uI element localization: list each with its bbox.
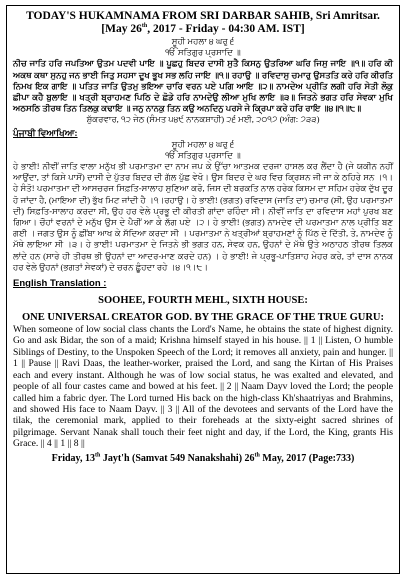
punjabi-explanation: ਹੇ ਭਾਈ! ਨੀਵੀਂ ਜਾਤਿ ਵਾਲਾ ਮਨੁੱਖ ਭੀ ਪਰਮਾਤਮਾ ਦਾ ਨਾਮ ਜਪ ਕੇ ਉੱਚਾ ਆਤਮਕ ਦਰਜਾ ਹਾਸਲ ਕਰ ਲੈਂਦਾ ਹੈ (ਜੇ ਯਕੀਨ ਨਹੀਂ ਆਉਂਦਾ, ਤਾਂ ਕਿਸੇ ਪਾਸੋਂ) ਦਾਸੀ ਦੇ ਪੁੱਤਰ ਬਿਦਰ ਦੀ ਗੱਲ ਪੁੱਛ ਵੇਖੋ। ਉਸ ਬਿਦਰ ਦੇ ਘਰ ਵਿਚ ਕ੍ਰਿਸ਼ਨ ਜੀ ਜਾ ਕੇ ਠਹਿਰੇ ਸਨ ।੧। ਹੇ ਸੰਤੋ! ਪਰਮਾਤਮਾ ਦੀ ਆਸਚਰਜ ਸਿਫ਼ਤਿ-ਸਾਲਾਹ ਸੁਣਿਆ ਕਰੋ, ਜਿਸ ਦੀ ਬਰਕਤਿ ਨਾਲ ਹਰੇਕ ਕਿਸਮ ਦਾ ਸਹਿਮ ਹਰੇਕ ਦੁੱਖ ਦੂਰ ਹੋ ਜਾਂਦਾ ਹੈ, (ਮਾਇਆ ਦੀ) ਭੁੱਖ ਮਿਟ ਜਾਂਦੀ ਹੈ ।੧।ਰਹਾਉ। ਹੇ ਭਾਈ! (ਭਗਤ) ਰਵਿਦਾਸ (ਜਾਤਿ ਦਾ) ਚਮਾਰ (ਸੀ, ਉਹ ਪਰਮਾਤਮਾ ਦੀ) ਸਿਫ਼ਤਿ-ਸਾਲਾਹ ਕਰਦਾ ਸੀ, ਉਹ ਹਰ ਵੇਲੇ ਪ੍ਰਭੂ ਦੀ ਕੀਰਤੀ ਗਾਂਦਾ ਰਹਿੰਦਾ ਸੀ। ਨੀਵੀਂ ਜਾਤਿ ਦਾ ਰਵਿਦਾਸ ਮਹਾਂ ਪੁਰਖ ਬਣ ਗਿਆ। ਚੌਹਾਂ ਵਰਨਾਂ ਦੇ ਮਨੁੱਖ ਉਸ ਦੇ ਪੈਰੀਂ ਆ ਕੇ ਲੱਗ ਪਏ ।੨। ਹੇ ਭਾਈ! (ਭਗਤ) ਨਾਮਦੇਵ ਦੀ ਪਰਮਾਤਮਾ ਨਾਲ ਪ੍ਰੀਤਿ ਬਣ ਗਈ । ਜਗਤ ਉਸ ਨੂੰ ਛੀਂਬਾ ਆਖ ਕੇ ਸੱਦਿਆ ਕਰਦਾ ਸੀ । ਪਰਮਾਤਮਾ ਨੇ ਖਤ੍ਰੀਆਂ ਬ੍ਰਾਹਮਣਾਂ ਨੂੰ ਪਿੱਠ ਦੇ ਦਿੱਤੀ, ਤੇ, ਨਾਮਦੇਵ ਨੂੰ ਮੱਥੇ ਲਾਇਆ ਸੀ ।੩। ਹੇ ਭਾਈ! ਪਰਮਾਤਮਾ ਦੇ ਜਿਤਨੇ ਭੀ ਭਗਤ ਹਨ, ਸੇਵਕ ਹਨ, ਉਹਨਾਂ ਦੇ ਮੱਥੇ ਉਤੇ ਅਠਾਹਠ ਤੀਰਥ ਤਿਲਕ ਲਾਂਦੇ ਹਨ (ਸਾਰੇ ਹੀ ਤੀਰਥ ਭੀ ਉਹਨਾਂ ਦਾ ਆਦਰ-ਮਾਣ ਕਰਦੇ ਹਨ) । ਹੇ ਭਾਈ! ਜੇ ਪ੍ਰਭੂ-ਪਾਤਿਸ਼ਾਹ ਮੇਹਰ ਕਰੇ, ਤਾਂ ਦਾਸ ਨਾਨਕ ਹਰ ਵੇਲੇ ਉਹਨਾਂ (ਭਗਤਾਂ ਸੇਵਕਾਂ) ਦੇ ਚਰਨ ਛੂੰਹਦਾ ਰਹੇ ।੪।੧।੮। [13,161,393,272]
gurmukhi-raag: ਸੂਹੀ ਮਹਲਾ ੪ ਘਰੁ ੬ [171,36,235,46]
punjabi-section-label: ਪੰਜਾਬੀ ਵਿਆਖਿਆ: [13,127,78,138]
footer-rest: May, 2017 (Page:733) [259,452,355,464]
page-title: TODAY'S HUKAMNAMA FROM SRI DARBAR SAHIB, Sri Amritsar. [26,10,380,22]
footer-sup-2: th [254,452,260,459]
punjabi-raag: ਸੂਹੀ ਮਹਲਾ ੪ ਘਰੁ ੬ [171,138,235,149]
english-heading-raag: SOOHEE, FOURTH MEHL, SIXTH HOUSE: [98,295,308,307]
punjabi-mool-mantar: ੴ ਸਤਿਗੁਰ ਪ੍ਰਸਾਦਿ ॥ [165,149,241,160]
footer-sup-1: th [95,452,101,459]
english-footer-date [13,452,393,465]
gurmukhi-date-line: ਸ਼ੁੱਕਰਵਾਰ, ੧੨ ਜੇਠ (ਸੰਮਤ ੫੪੯ ਨਾਨਕਸ਼ਾਹੀ) ੨੬ ਮਈ, ੨੦੧੭ (ਅੰਗ: ੭੩੩) [86,114,320,125]
page-date [13,23,393,36]
english-heading-mool-mantar: ONE UNIVERSAL CREATOR GOD. BY THE GRACE OF THE TRUE GURU: [21,312,385,324]
english-section-label: English Translation : [13,278,107,290]
gurmukhi-mool-mantar: ੴ ਸਤਿਗੁਰ ਪ੍ਰਸਾਦਿ ॥ [165,47,241,58]
hukamnama-page [6,5,400,574]
footer-mid: Jayt'h (Samvat 549 Nanakshahi) 26 [100,452,255,464]
footer-prefix: Friday, 13 [51,452,95,464]
gurmukhi-verse: ਨੀਚ ਜਾਤਿ ਹਰਿ ਜਪਤਿਆ ਉਤਮ ਪਦਵੀ ਪਾਇ ॥ ਪੂਛਹੁ ਬਿਦਰ ਦਾਸੀ ਸੁਤੈ ਕਿਸਨੁ ਉਤਰਿਆ ਘਰਿ ਜਿਸੁ ਜਾਇ ॥੧॥ ਹਰਿ ਕੀ ਅਕਥ ਕਥਾ ਸੁਨਹੁ ਜਨ ਭਾਈ ਜਿਤੁ ਸਹਸਾ ਦੂਖ ਭੂਖ ਸਭ ਲਹਿ ਜਾਇ ॥੧॥ ਰਹਾਉ ॥ ਰਵਿਦਾਸੁ ਚਮਾਰੁ ਉਸਤਤਿ ਕਰੇ ਹਰਿ ਕੀਰਤਿ ਨਿਮਖ ਇਕ ਗਾਇ ॥ ਪਤਿਤ ਜਾਤਿ ਉਤਮੁ ਭਇਆ ਚਾਰਿ ਵਰਨ ਪਏ ਪਗਿ ਆਇ ॥੨॥ ਨਾਮਦੇਅ ਪ੍ਰੀਤਿ ਲਗੀ ਹਰਿ ਸੇਤੀ ਲੋਕੁ ਛੀਪਾ ਕਹੈ ਬੁਲਾਇ ॥ ਖਤ੍ਰੀ ਬ੍ਰਾਹਮਣ ਪਿਠਿ ਦੇ ਛੋਡੇ ਹਰਿ ਨਾਮਦੇਉ ਲੀਆ ਮੁਖਿ ਲਾਇ ॥੩॥ ਜਿਤਨੇ ਭਗਤ ਹਰਿ ਸੇਵਕਾ ਮੁਖਿ ਅਠਸਠਿ ਤੀਰਥ ਤਿਨ ਤਿਲਕੁ ਕਢਾਇ ॥ ਜਨੁ ਨਾਨਕੁ ਤਿਨ ਕਉ ਅਨਦਿਨੁ ਪਰਸੇ ਜੇ ਕ੍ਰਿਪਾ ਕਰੇ ਹਰਿ ਰਾਇ ॥੪॥੧॥੮॥ [13,58,393,114]
date-suffix: th [141,23,148,30]
date-rest: , 2017 - Friday - 04:30 AM. IST] [147,23,305,35]
date-prefix: [May 26 [101,23,142,35]
english-translation-body: When someone of low social class chants the Lord's Name, he obtains the state of highest dignity. Go and ask Bidar, the son of a maid; Krishna himself stayed in his house. || 1 || Listen, O humble Siblings of Destiny, to the Unspoken Speech of the Lord; it removes all anxiety, pain and hunger. || 1 || Pause || Ravi Daas, the leather-worker, praised the Lord, and sang the Kirtan of His Praises each and every instant. Although he was of low social status, he was exalted and elevated, and people of all four castes came and bowed at his feet. || 2 || Naam Dayv loved the Lord; the people called him a fabric dyer. The Lord turned His back on the high-class Kh'shaatriyas and Brahmins, and showed His face to Naam Dayv. || 3 || All of the devotees and servants of the Lord have the tilak, the ceremonial mark, applied to their foreheads at the sixty-eight sacred shrines of pilgrimage. Servant Nanak shall touch their feet night and day, if the Lord, the King, grants His Grace. || 4 || 1 || 8 || [13,324,393,450]
